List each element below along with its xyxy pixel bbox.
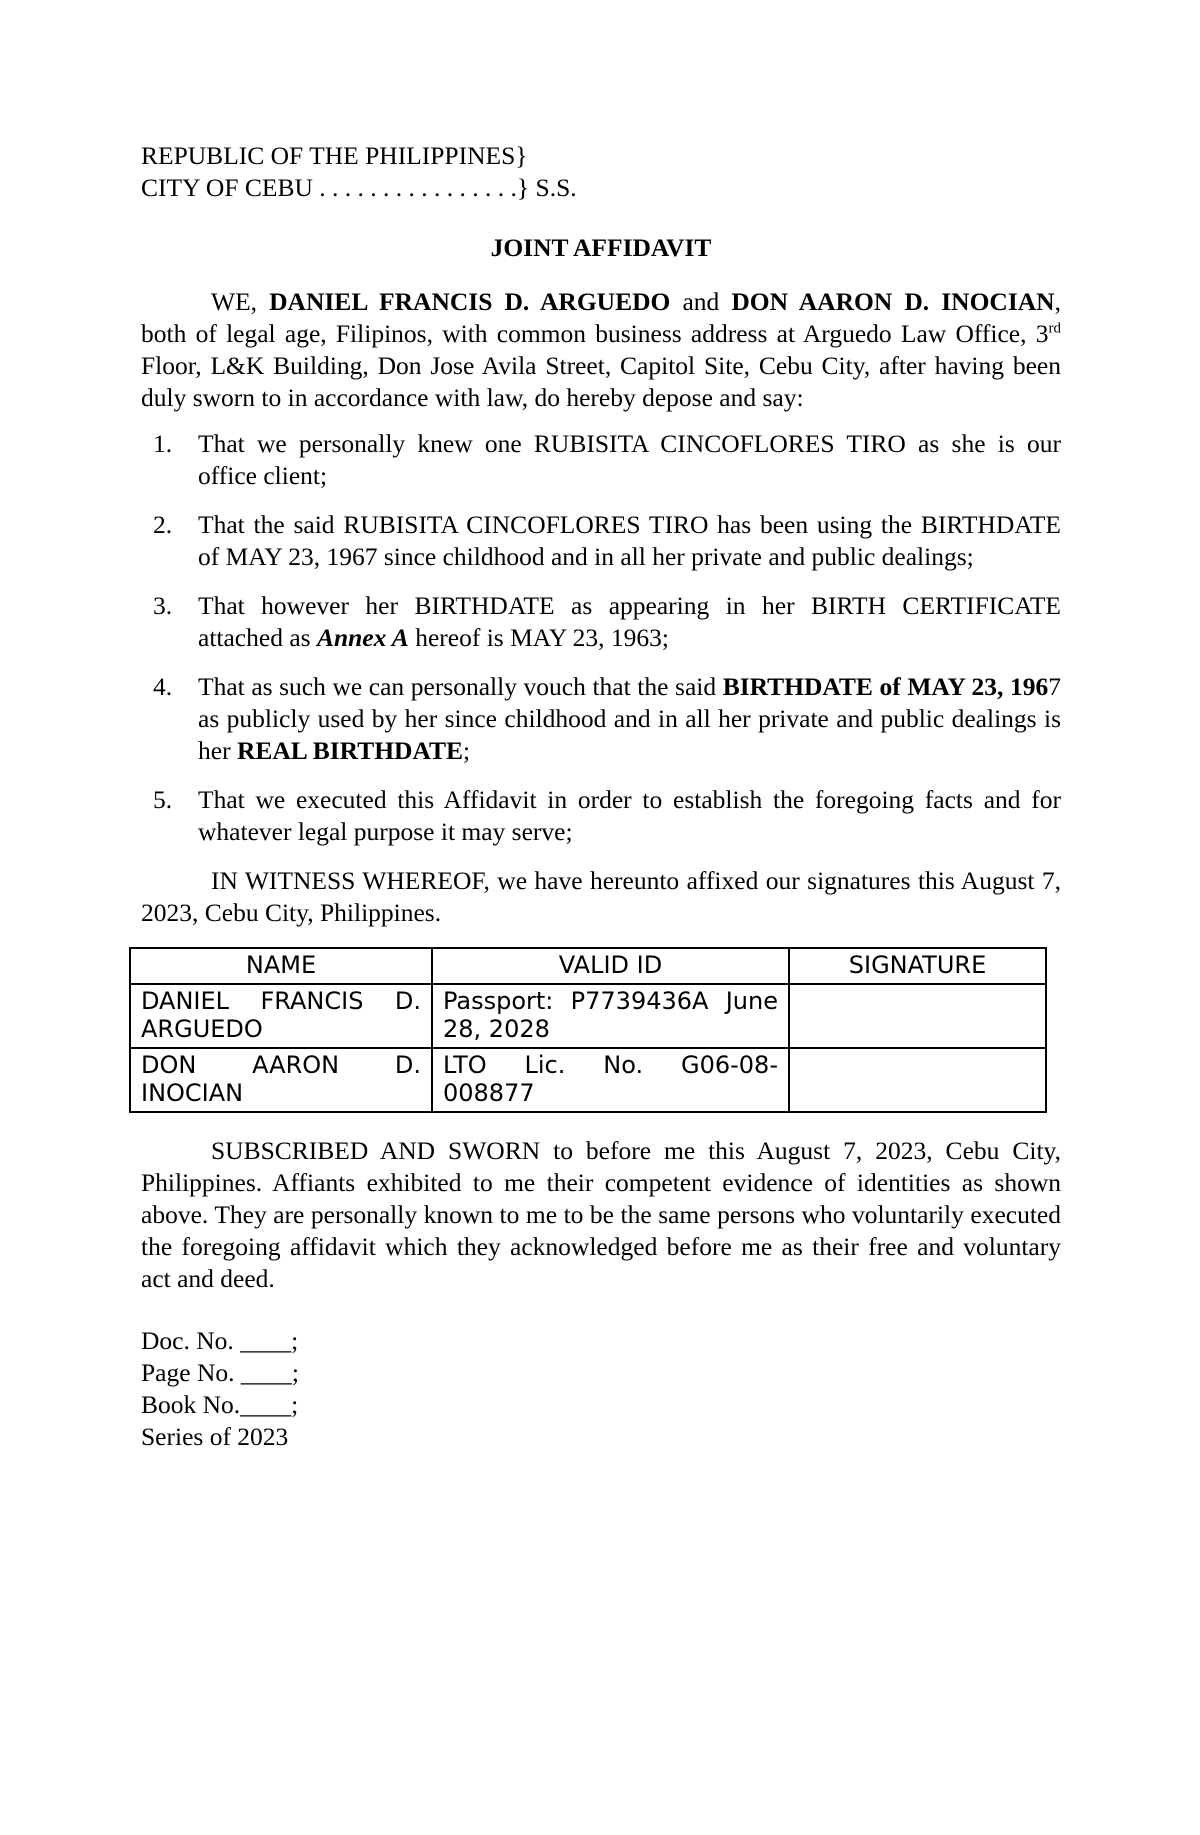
- statement-number: 3.: [153, 591, 173, 620]
- document-title: JOINT AFFIDAVIT: [490, 233, 712, 262]
- cell-name: DON AARON D. INOCIAN: [130, 1048, 432, 1112]
- real-birthdate-emphasis: REAL BIRTHDATE: [236, 736, 464, 765]
- birthdate-emphasis: BIRTHDATE of MAY 23, 196: [722, 672, 1049, 701]
- cell-signature: [789, 984, 1046, 1048]
- jurisdiction-city: CITY OF CEBU . . . . . . . . . . . . . . . .} S.S.: [141, 173, 577, 202]
- affiant-name-1: DANIEL FRANCIS D. ARGUEDO: [269, 287, 671, 316]
- column-header-name: NAME: [130, 948, 432, 984]
- intro-and: and: [670, 287, 732, 316]
- affiant-name-2: DON AARON D. INOCIAN: [731, 287, 1055, 316]
- statement-list: [141, 428, 1061, 848]
- cell-signature: [789, 1048, 1046, 1112]
- statement-item: [141, 509, 1061, 573]
- statement-text-post: hereof is MAY 23, 1963;: [408, 623, 670, 652]
- statement-number: 4.: [153, 672, 173, 701]
- jurisdiction-block: [141, 140, 1061, 204]
- statement-number: 5.: [153, 785, 173, 814]
- witness-paragraph: IN WITNESS WHEREOF, we have hereunto affixed our signatures this August 7, 2023, Cebu City, Philippines.: [141, 866, 1061, 927]
- notarial-register: [141, 1325, 1061, 1453]
- cell-name: DANIEL FRANCIS D. ARGUEDO: [130, 984, 432, 1048]
- statement-item: [141, 428, 1061, 492]
- table-row: [130, 984, 1046, 1048]
- affiant-id-table: [129, 947, 1047, 1113]
- statement-text: That the said RUBISITA CINCOFLORES TIRO has been using the BIRTHDATE of MAY 23, 1967 since childhood and in all her private and public dealings;: [198, 510, 1061, 571]
- statement-text-mid: 7 as publicly used by her since childhood and in all her private and public dealings is her: [198, 672, 1061, 765]
- book-number: Book No.____;: [141, 1390, 299, 1419]
- statement-text: That we executed this Affidavit in order to establish the foregoing facts and for whatever legal purpose it may serve;: [198, 785, 1061, 846]
- series-year: Series of 2023: [141, 1422, 289, 1451]
- statement-text-pre: That however her BIRTHDATE as appearing in her BIRTH CERTIFICATE attached as: [198, 591, 1061, 652]
- table-row: [130, 1048, 1046, 1112]
- column-header-signature: SIGNATURE: [789, 948, 1046, 984]
- statement-item: [141, 590, 1061, 654]
- statement-item: [141, 671, 1061, 767]
- statement-number: 1.: [153, 429, 173, 458]
- cell-valid-id: Passport: P7739436A June 28, 2028: [432, 984, 789, 1048]
- column-header-valid-id: VALID ID: [432, 948, 789, 984]
- jurisdiction-republic: REPUBLIC OF THE PHILIPPINES}: [141, 141, 528, 170]
- jurat-paragraph: SUBSCRIBED AND SWORN to before me this August 7, 2023, Cebu City, Philippines. Affiants exhibited to me their competent evidence of identities as shown above. They are personally known to me to be the same persons who voluntarily executed the foregoing affidavit which they acknowledged before me as their free and voluntary act and deed.: [141, 1136, 1061, 1293]
- intro-we: WE,: [211, 287, 270, 316]
- statement-text-post: ;: [463, 736, 471, 765]
- floor-superscript: rd: [1048, 320, 1061, 337]
- statement-number: 2.: [153, 510, 173, 539]
- annex-reference: Annex A: [316, 623, 409, 652]
- affidavit-page: [141, 140, 1061, 1453]
- table-header-row: [130, 948, 1046, 984]
- statement-text-pre: That as such we can personally vouch that the said: [198, 672, 723, 701]
- doc-number: Doc. No. ____;: [141, 1326, 299, 1355]
- intro-text-2: Floor, L&K Building, Don Jose Avila Street, Capitol Site, Cebu City, after having been duly sworn to in accordance with law, do hereby depose and say:: [141, 351, 1061, 412]
- intro-paragraph: [141, 286, 1061, 414]
- statement-text: That we personally knew one RUBISITA CINCOFLORES TIRO as she is our office client;: [198, 429, 1061, 490]
- statement-item: [141, 784, 1061, 848]
- intro-text-1: , both of legal age, Filipinos, with common business address at Arguedo Law Office, 3: [141, 287, 1061, 348]
- page-number: Page No. ____;: [141, 1358, 299, 1387]
- cell-valid-id: LTO Lic. No. G06-08-008877: [432, 1048, 789, 1112]
